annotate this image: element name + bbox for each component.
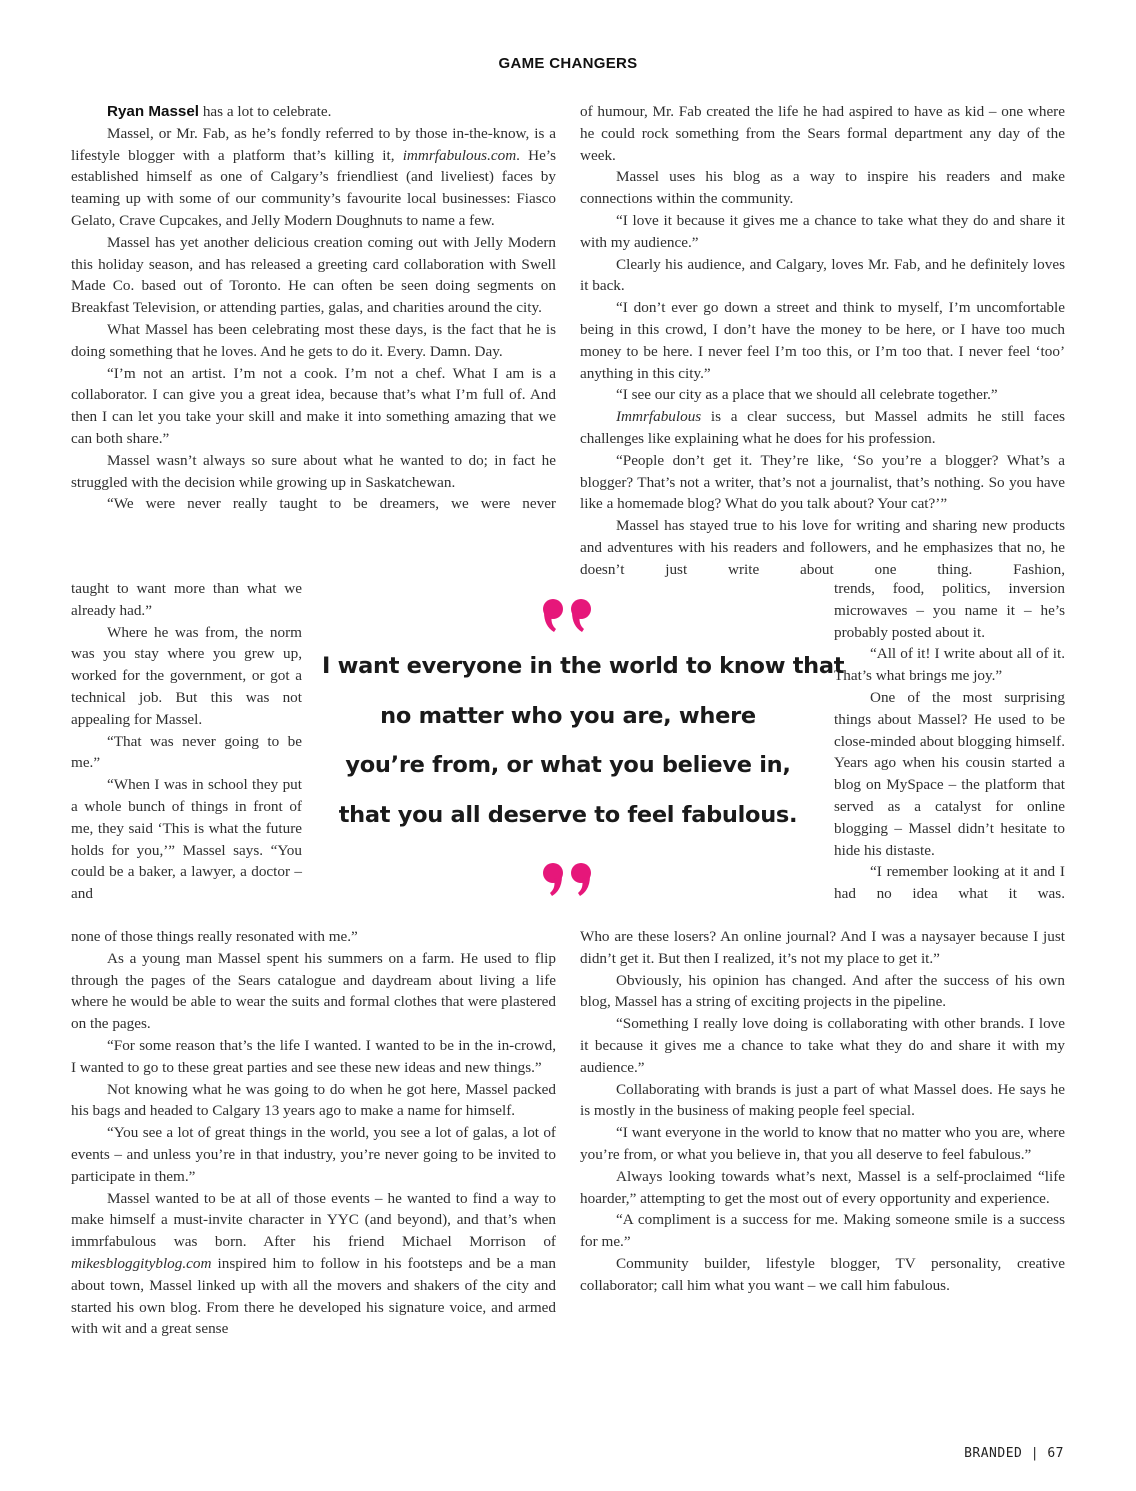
body-paragraph: “I love it because it gives me a chance to take what they do and share it with my audience.” (580, 211, 1065, 251)
body-paragraph: “We were never really taught to be dreamers, we were never (107, 495, 556, 513)
body-paragraph: “I don’t ever go down a street and think to myself, I’m uncomfortable being in this crowd, I don’t have the money to be here, or I have too much money to be here. I never feel I’m too this, or I’m too that. I never feel ‘too’ anything in this city.” (580, 299, 1065, 382)
body-paragraph: “That was never going to be me.” (71, 732, 302, 772)
body-paragraph: Who are these losers? An online journal? And I was a naysayer because I just didn’t get it. But then I realized, it’s not my place to get it.” (580, 928, 1065, 967)
body-paragraph: “For some reason that’s the life I wanted. I wanted to be in the in-crowd, I wanted to go to these great parties and see these new ideas and new things.” (71, 1036, 556, 1076)
body-paragraph: none of those things really resonated with me.” (71, 928, 358, 945)
pull-quote-line: that you all deserve to feel fabulous. (338, 801, 798, 828)
right-column-top (580, 101, 1065, 581)
body-paragraph: trends, food, politics, inversion microwaves – you name it – he’s probably posted about it. (834, 580, 1065, 641)
lead-paragraph: Ryan Massel has a lot to celebrate. (107, 103, 332, 120)
body-paragraph: “I’m not an artist. I’m not a cook. I’m not a chef. What I am is a collaborator. I can give you a great idea, because that’s what I’m full of. And then I can let you take your skill and make it into something amazing that we can both share.” (71, 364, 556, 447)
body-paragraph: “People don’t get it. They’re like, ‘So you’re a blogger? What’s a blogger? That’s not a writer, that’s not a journalist, that’s nothing. So you have like a homemade blog? What do you talk about? Your cat?’” (580, 451, 1065, 513)
body-paragraph: As a young man Massel spent his summers on a farm. He used to flip through the pages of the Sears catalogue and daydream about living a life where he would be able to wear the suits and formal clothes that were plastered on the pages. (71, 949, 556, 1033)
body-paragraph: Community builder, lifestyle blogger, TV personality, creative collaborator; call him what you want – we call him fabulous. (580, 1254, 1065, 1294)
left-column-top (71, 101, 556, 515)
body-paragraph: “All of it! I write about all of it. That’s what brings me joy.” (834, 645, 1065, 685)
left-column-bottom (71, 926, 556, 1340)
body-paragraph: Not knowing what he was going to do when he got here, Massel packed his bags and headed to Calgary 13 years ago to make a name for himself. (71, 1080, 556, 1120)
body-paragraph: Obviously, his opinion has changed. And after the success of his own blog, Massel has a string of exciting projects in the pipeline. (580, 971, 1065, 1011)
body-paragraph: “When I was in school they put a whole bunch of things in front of me, they said ‘This is what the future holds for you,’” Massel says. “You could be a baker, a lawyer, a doctor – and (71, 776, 302, 903)
body-paragraph: “I remember looking at it and I had no idea what it was. (834, 863, 1065, 903)
body-paragraph: “Something I really love doing is collaborating with other brands. I love it because it gives me a chance to take what they do and share it with my audience.” (580, 1015, 1065, 1076)
pull-quote-line: I want everyone in the world to know that (322, 653, 845, 679)
body-paragraph: taught to want more than what we already had.” (71, 580, 302, 619)
pull-quote-line: no matter who you are, where (380, 702, 756, 729)
pull-quote-text (322, 642, 845, 840)
pull-quote-line: you’re from, or what you believe in, (345, 752, 791, 778)
body-paragraph: Massel uses his blog as a way to inspire his readers and make connections within the community. (580, 168, 1065, 208)
lead-name: Ryan Massel (107, 103, 200, 120)
section-label: GAME CHANGERS (498, 55, 638, 72)
body-paragraph: Collaborating with brands is just a part of what Massel does. He says he is mostly in the business of making people feel special. (580, 1080, 1065, 1120)
right-column-wrap (834, 578, 1065, 905)
body-paragraph: Always looking towards what’s next, Massel is a self-proclaimed “life hoarder,” attempting to get the most out of every opportunity and experience. (580, 1167, 1065, 1207)
body-paragraph: “I see our city as a place that we should all celebrate together.” (616, 386, 998, 404)
body-paragraph (580, 406, 1065, 450)
body-paragraph: One of the most surprising things about Massel? He used to be close-minded about blogging himself. Years ago when his cousin started a blog on MySpace – the platform that served as a catalyst for online blogging – Massel didn’t hesitate to hide his distaste. (834, 688, 1065, 859)
body-paragraph: Massel wanted to be at all of those events – he wanted to find a way to make himself a must-invite character in YYC (and beyond), and that’s when immrfabulous was born. After his friend Michael Morrison of mikesbloggityblog.com inspired him to follow in his footsteps and be a man about town, Massel linked up with all the movers and shakers of the city and started his own blog. From there he developed his signature voice, and armed with wit and a great sense (71, 1189, 556, 1338)
left-column-wrap (71, 578, 302, 905)
body-paragraph: Massel wasn’t always so sure about what he wanted to do; in fact he struggled with the decision while growing up in Saskatchewan. (71, 451, 556, 491)
body-paragraph: What Massel has been celebrating most these days, is the fact that he is doing something that he loves. And he gets to do it. Every. Damn. Day. (71, 320, 556, 360)
body-paragraph: Massel has stayed true to his love for writing and sharing new products and adventures with his readers and followers, and he emphasizes that no, he doesn’t just write about one thing. Fashion, (580, 517, 1065, 578)
body-paragraph: Clearly his audience, and Calgary, loves Mr. Fab, and he definitely loves it back. (580, 255, 1065, 295)
open-quote-icon (538, 598, 598, 634)
body-paragraph: “You see a lot of great things in the world, you see a lot of galas, a lot of events – and unless you’re in that industry, you’re never going to be invited to participate in them.” (71, 1124, 556, 1185)
right-column-bottom (580, 926, 1065, 1297)
pull-quote (322, 590, 845, 900)
italic-title: Immrfabulous is a clear success, but Massel admits he still faces challenges like explaining what he does for his profession. (580, 408, 1065, 447)
close-quote-icon (538, 862, 598, 898)
body-paragraph: of humour, Mr. Fab created the life he had aspired to have as kid – one where he could rock something from the Sears formal department any day of the week. (580, 103, 1065, 164)
body-paragraph: Massel has yet another delicious creation coming out with Jelly Modern this holiday season, and has released a greeting card collaboration with Swell Made Co. based out of Toronto. He can often be seen doing segments on Breakfast Television, or attending parties, galas, and charities around the city. (71, 233, 556, 317)
body-paragraph: “I want everyone in the world to know that no matter who you are, where you’re from, or what you believe in, that you all deserve to feel fabulous.” (580, 1124, 1065, 1163)
body-paragraph: “A compliment is a success for me. Making someone smile is a success for me.” (580, 1211, 1065, 1251)
body-paragraph: Where he was from, the norm was you stay where you grew up, worked for the government, or got a technical job. But this was not appealing for Massel. (71, 623, 302, 728)
page-footer: BRANDED | 67 (964, 1446, 1064, 1461)
body-paragraph: Massel, or Mr. Fab, as he’s fondly referred to by those in-the-know, is a lifestyle blogger with a platform that’s killing it, immrfabulous.com. He’s established himself as one of Calgary’s friendliest (and liveliest) faces by teaming up with some of our community’s favourite local businesses: Fiasco Gelato, Crave Cupcakes, and Jelly Modern Doughnuts to name a few. (71, 124, 556, 229)
